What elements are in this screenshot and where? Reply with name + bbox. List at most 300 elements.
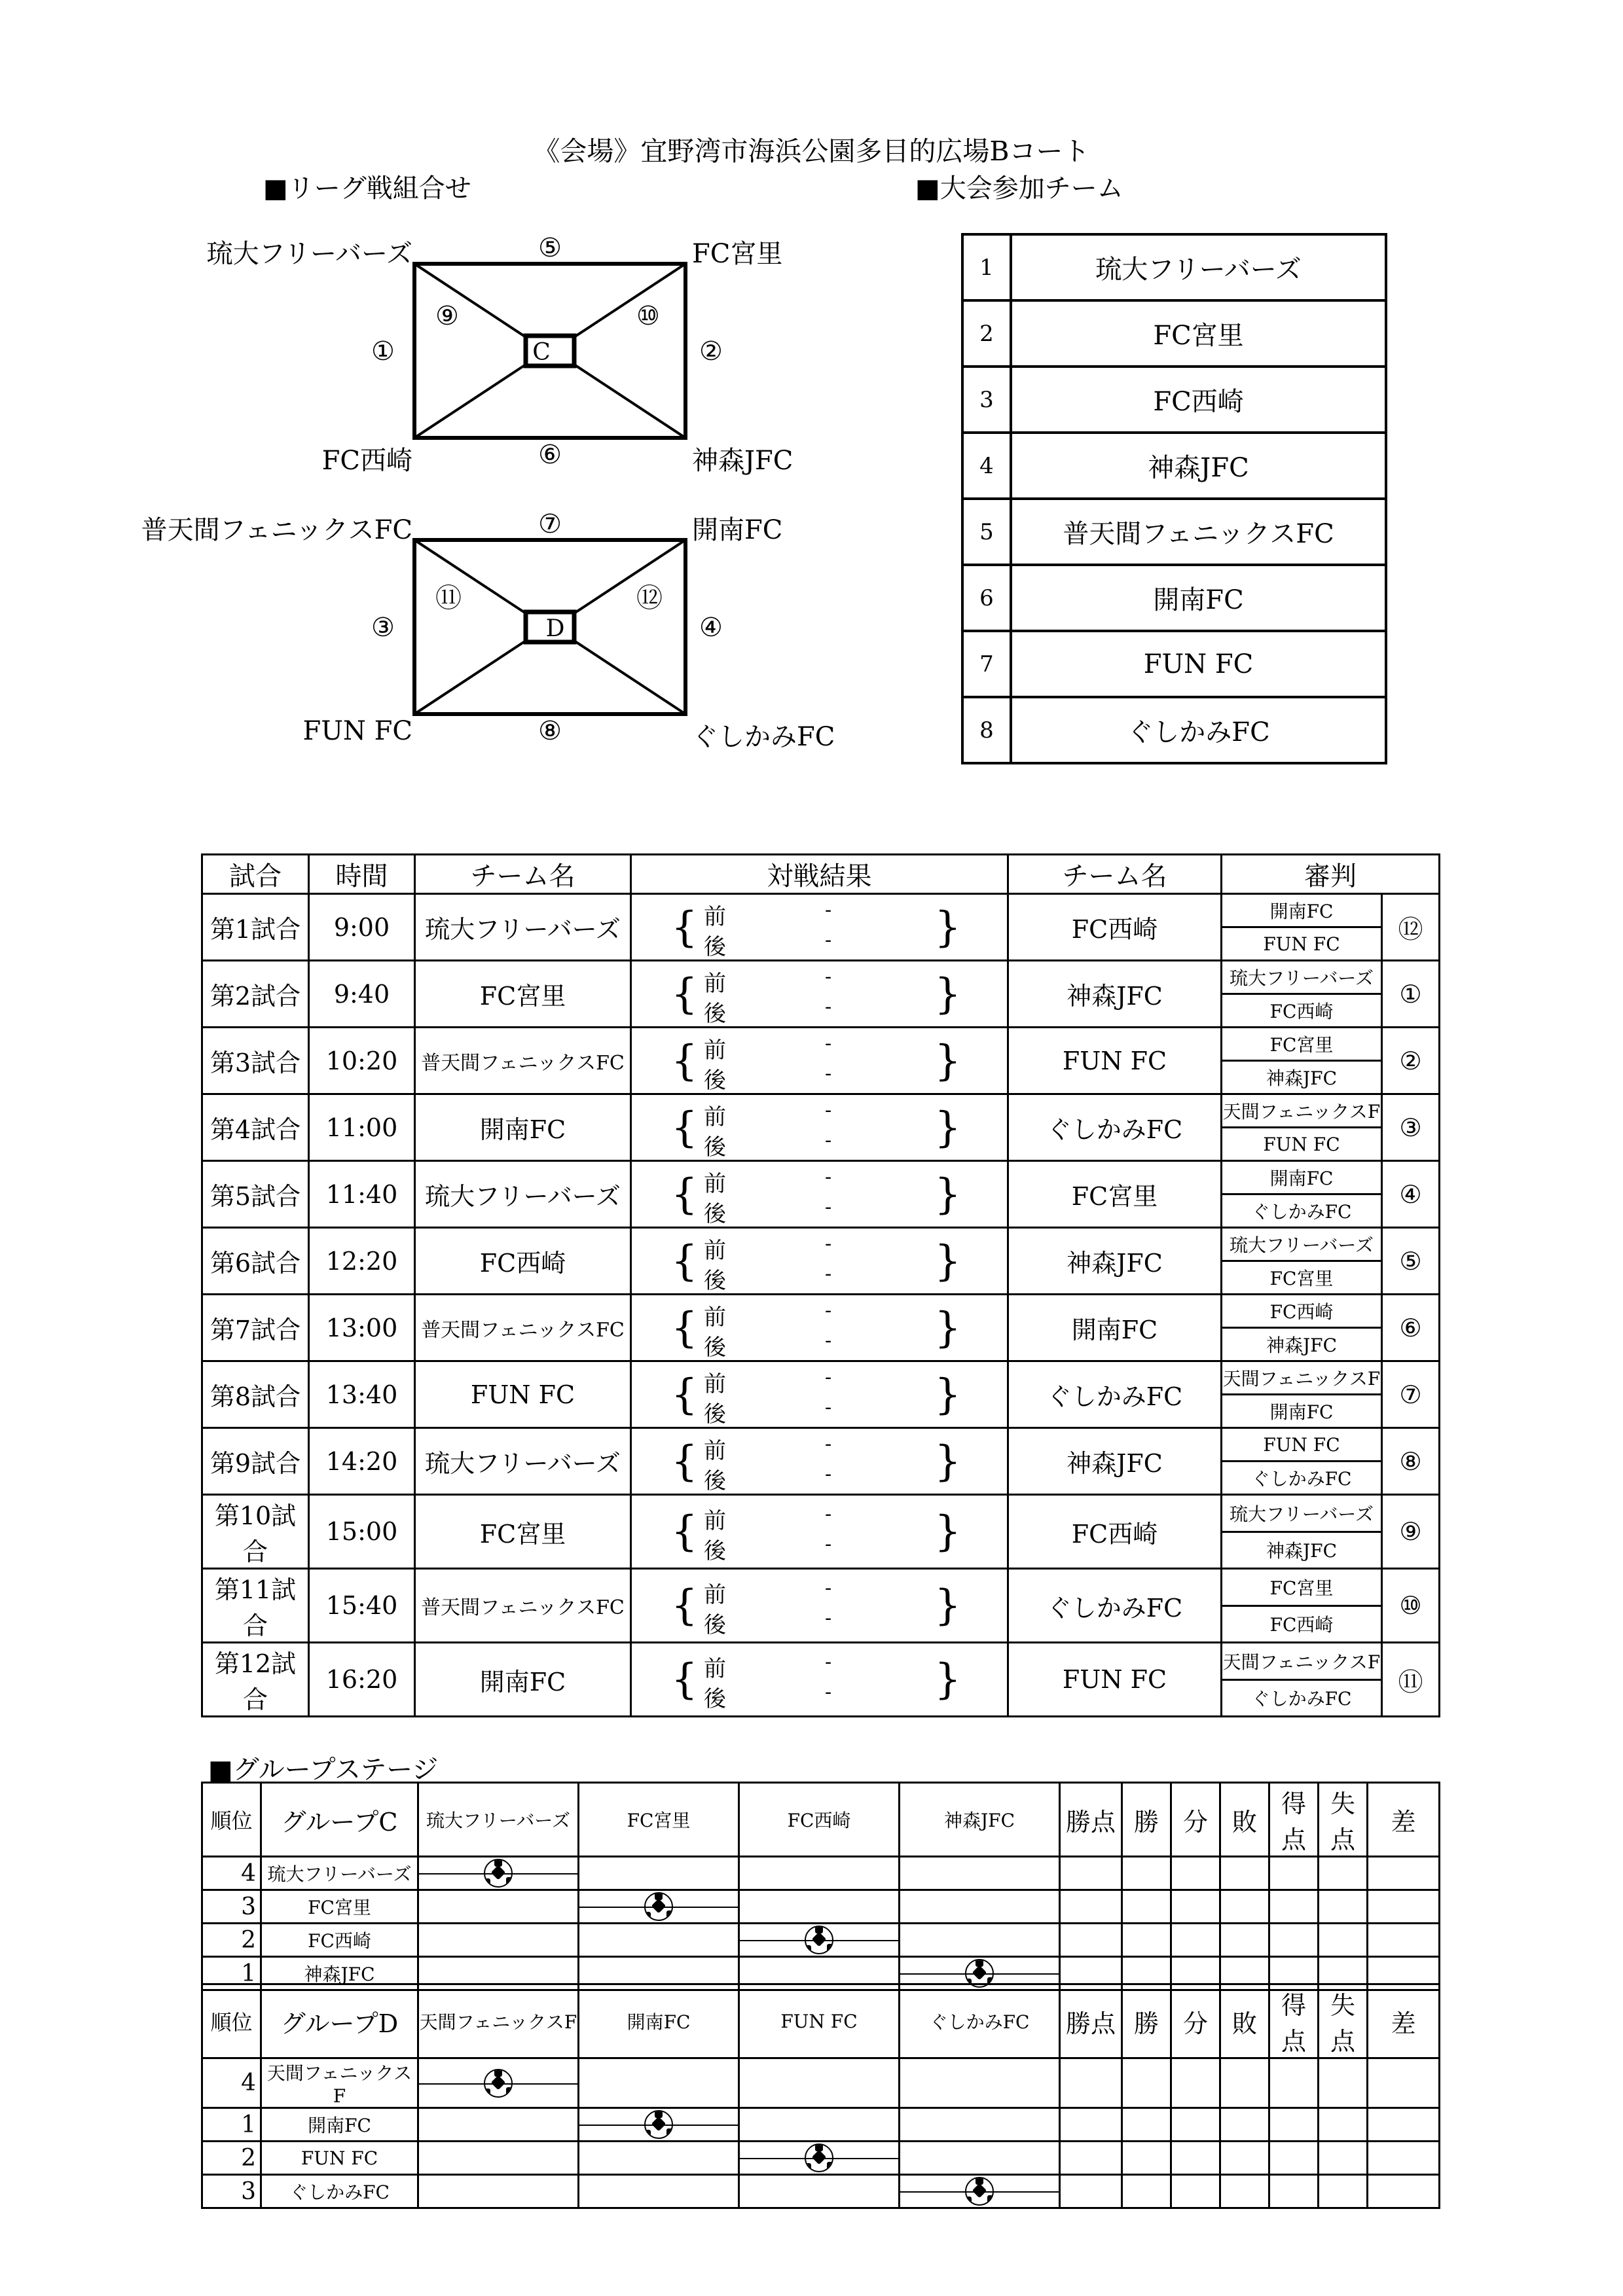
referee-2: ぐしかみFC — [1222, 1194, 1382, 1228]
left-brace: { — [671, 1437, 698, 1486]
referee-number: ⑨ — [1382, 1495, 1440, 1569]
header-referee: 審判 — [1222, 855, 1440, 894]
group-c-title: グループC — [261, 1783, 418, 1857]
referee-number: ① — [1382, 961, 1440, 1028]
group-d-result-cell — [579, 2108, 739, 2142]
result-box — [632, 1030, 1007, 1092]
result-box — [632, 1163, 1007, 1226]
home-team: 開南FC — [415, 1094, 631, 1161]
referee-2: 神森JFC — [1222, 1532, 1382, 1569]
match-time: 11:40 — [309, 1161, 415, 1228]
group-d-stat-cell — [1171, 2175, 1220, 2208]
match-label: 第8試合 — [202, 1361, 309, 1428]
group-c-rank: 4 — [202, 1857, 261, 1890]
second-half-score: - — [825, 1195, 832, 1219]
referee-2: FC西崎 — [1222, 1605, 1382, 1643]
diagram-d-center-label: D — [545, 615, 565, 642]
referee-1: 琉大フリーバーズ — [1222, 1495, 1382, 1532]
group-d-stat-header: 勝 — [1122, 1984, 1171, 2058]
home-team: 開南FC — [415, 1643, 631, 1717]
away-team: FC西崎 — [1008, 894, 1222, 961]
right-brace: } — [934, 969, 961, 1018]
left-brace: { — [671, 903, 698, 952]
match-row — [202, 1495, 1440, 1532]
second-half-score: - — [825, 1607, 832, 1630]
match-schedule-table — [201, 853, 1440, 1717]
soccer-ball-icon — [965, 1959, 994, 1988]
team-row — [962, 433, 1386, 499]
right-brace: } — [934, 1655, 961, 1704]
group-c-stat-cell — [1171, 1890, 1220, 1924]
result-box — [632, 896, 1007, 959]
left-brace: { — [671, 1236, 698, 1285]
group-c-result-cell — [579, 1857, 739, 1890]
group-d-stat-header: 分 — [1171, 1984, 1220, 2058]
away-team: 神森JFC — [1008, 1428, 1222, 1495]
away-team: FC宮里 — [1008, 1161, 1222, 1228]
left-brace: { — [671, 1170, 698, 1219]
match-time: 13:00 — [309, 1295, 415, 1361]
left-brace: { — [671, 1303, 698, 1352]
match-time: 11:00 — [309, 1094, 415, 1161]
home-team: FUN FC — [415, 1361, 631, 1428]
group-c-stat-cell — [1060, 1857, 1122, 1890]
match-result — [631, 1161, 1008, 1228]
group-d-stat-cell — [1122, 2108, 1171, 2142]
group-c-result-cell — [739, 1924, 900, 1957]
result-box — [632, 963, 1007, 1026]
team-row — [962, 300, 1386, 367]
referee-number: ⑩ — [1382, 1569, 1440, 1643]
group-d-stat-cell — [1171, 2108, 1220, 2142]
second-half-score: - — [825, 1462, 832, 1486]
group-c-stat-header: 勝点 — [1060, 1783, 1122, 1857]
referee-number: ⑤ — [1382, 1228, 1440, 1295]
referee-1: 開南FC — [1222, 894, 1382, 927]
group-d-stat-cell — [1368, 2175, 1440, 2208]
first-half-label: 前 — [704, 1304, 726, 1331]
referee-1: 琉大フリーバーズ — [1222, 1228, 1382, 1261]
referee-1: 天間フェニックスF — [1222, 1361, 1382, 1395]
team-row — [962, 697, 1386, 763]
group-d-team: FUN FC — [261, 2142, 418, 2175]
team-number: 6 — [962, 565, 1011, 631]
home-team: FC宮里 — [415, 1495, 631, 1569]
match-time: 14:20 — [309, 1428, 415, 1495]
match-row — [202, 894, 1440, 927]
match-result — [631, 1643, 1008, 1717]
group-d-row — [202, 2108, 1440, 2142]
diagram-c-bottom-right-team: 神森JFC — [692, 446, 793, 476]
group-d-stat-cell — [1368, 2108, 1440, 2142]
group-d-stat-cell — [1171, 2058, 1220, 2108]
away-team: FUN FC — [1008, 1643, 1222, 1717]
right-brace: } — [934, 1437, 961, 1486]
first-half-label: 前 — [704, 970, 726, 997]
team-name: FUN FC — [1011, 631, 1386, 697]
team-row — [962, 367, 1386, 433]
group-d-stat-cell — [1319, 2108, 1368, 2142]
match-result — [631, 1228, 1008, 1295]
first-half-score: - — [825, 1165, 832, 1189]
right-brace: } — [934, 903, 961, 952]
match-result — [631, 1028, 1008, 1094]
group-d-stat-cell — [1060, 2175, 1122, 2208]
match-result — [631, 961, 1008, 1028]
soccer-ball-icon — [965, 2177, 994, 2206]
away-team: FC西崎 — [1008, 1495, 1222, 1569]
referee-1: 天間フェニックスF — [1222, 1094, 1382, 1128]
first-half-label: 前 — [704, 1656, 726, 1682]
result-box — [632, 1574, 1007, 1637]
result-box — [632, 1297, 1007, 1359]
referee-number: ⑦ — [1382, 1361, 1440, 1428]
group-d-stat-cell — [1319, 2058, 1368, 2108]
second-half-score: - — [825, 928, 832, 952]
result-box — [632, 1500, 1007, 1563]
match-result — [631, 1495, 1008, 1569]
group-c-stat-cell — [1319, 1890, 1368, 1924]
group-c-result-cell — [418, 1890, 579, 1924]
match-result — [631, 1569, 1008, 1643]
match-row — [202, 1161, 1440, 1194]
diagram-c-top-number: ⑤ — [538, 233, 562, 263]
result-box — [632, 1096, 1007, 1159]
group-c-team: FC宮里 — [261, 1890, 418, 1924]
group-c-rank: 1 — [202, 1957, 261, 1990]
referee-2: FUN FC — [1222, 1128, 1382, 1161]
referee-2: FC宮里 — [1222, 1261, 1382, 1295]
participating-teams-table — [961, 233, 1387, 764]
second-half-label: 後 — [704, 1467, 726, 1494]
group-d-stat-header: 差 — [1368, 1984, 1440, 2058]
match-label: 第5試合 — [202, 1161, 309, 1228]
home-team: 普天間フェニックスFC — [415, 1569, 631, 1643]
group-c-stat-cell — [1220, 1924, 1269, 1957]
group-c-stat-header: 得点 — [1269, 1783, 1319, 1857]
soccer-ball-icon — [805, 1926, 833, 1954]
second-half-label: 後 — [704, 1538, 726, 1564]
group-d-stat-cell — [1060, 2058, 1122, 2108]
referee-number: ④ — [1382, 1161, 1440, 1228]
group-c-stat-cell — [1122, 1924, 1171, 1957]
group-c-rank: 3 — [202, 1890, 261, 1924]
group-c-column-team: FC西崎 — [739, 1783, 900, 1857]
match-row — [202, 1361, 1440, 1395]
right-brace: } — [934, 1236, 961, 1285]
right-brace: } — [934, 1036, 961, 1085]
first-half-score: - — [825, 1577, 832, 1600]
first-half-score: - — [825, 1299, 832, 1322]
group-d-stat-cell — [1269, 2058, 1319, 2108]
group-d-rank: 1 — [202, 2108, 261, 2142]
header-away-team: チーム名 — [1008, 855, 1222, 894]
diagram-c-bottom-number: ⑥ — [538, 440, 562, 470]
match-label: 第9試合 — [202, 1428, 309, 1495]
soccer-ball-icon — [484, 1859, 513, 1888]
team-name: 琉大フリーバーズ — [1011, 234, 1386, 300]
right-brace: } — [934, 1507, 961, 1556]
group-d-result-cell — [900, 2108, 1060, 2142]
group-d-stat-cell — [1171, 2142, 1220, 2175]
match-label: 第11試合 — [202, 1569, 309, 1643]
left-brace: { — [671, 1655, 698, 1704]
referee-2: 神森JFC — [1222, 1061, 1382, 1094]
team-name: 神森JFC — [1011, 433, 1386, 499]
group-c-result-cell — [418, 1857, 579, 1890]
group-c-rank: 2 — [202, 1924, 261, 1957]
header-time: 時間 — [309, 855, 415, 894]
away-team: FUN FC — [1008, 1028, 1222, 1094]
group-c-stat-cell — [1269, 1857, 1319, 1890]
match-label: 第1試合 — [202, 894, 309, 961]
home-team: 普天間フェニックスFC — [415, 1028, 631, 1094]
team-number: 5 — [962, 499, 1011, 565]
home-team: FC西崎 — [415, 1228, 631, 1295]
group-c-result-cell — [900, 1890, 1060, 1924]
referee-number: ⑪ — [1382, 1643, 1440, 1717]
result-box — [632, 1363, 1007, 1426]
group-d-row — [202, 2142, 1440, 2175]
match-label: 第4試合 — [202, 1094, 309, 1161]
right-brace: } — [934, 1170, 961, 1219]
group-c-result-cell — [900, 1924, 1060, 1957]
first-half-score: - — [825, 1503, 832, 1526]
first-half-score: - — [825, 1432, 832, 1456]
group-d-stat-cell — [1122, 2058, 1171, 2108]
group-d-stat-header: 失点 — [1319, 1984, 1368, 2058]
match-label: 第6試合 — [202, 1228, 309, 1295]
group-c-stat-cell — [1269, 1890, 1319, 1924]
team-number: 3 — [962, 367, 1011, 433]
referee-2: 開南FC — [1222, 1395, 1382, 1428]
group-c-stat-header: 失点 — [1319, 1783, 1368, 1857]
group-c-stat-cell — [1269, 1924, 1319, 1957]
team-number: 2 — [962, 300, 1011, 367]
first-half-label: 前 — [704, 1371, 726, 1397]
group-d-stat-cell — [1319, 2142, 1368, 2175]
group-d-stat-cell — [1060, 2142, 1122, 2175]
result-box — [632, 1648, 1007, 1711]
second-half-label: 後 — [704, 1686, 726, 1712]
match-row — [202, 1428, 1440, 1462]
group-d-rank: 3 — [202, 2175, 261, 2208]
group-d-result-cell — [579, 2142, 739, 2175]
group-d-result-cell — [418, 2108, 579, 2142]
group-d-stat-cell — [1122, 2142, 1171, 2175]
schedule-header-row — [202, 855, 1440, 894]
group-c-stat-cell — [1060, 1924, 1122, 1957]
diagram-c-diag-left-number: ⑨ — [435, 301, 459, 331]
second-half-label: 後 — [704, 1000, 726, 1027]
first-half-score: - — [825, 1365, 832, 1389]
second-half-score: - — [825, 1062, 832, 1085]
group-c-stat-cell — [1220, 1890, 1269, 1924]
group-d-stat-header: 勝点 — [1060, 1984, 1122, 2058]
second-half-label: 後 — [704, 1401, 726, 1427]
match-result — [631, 1361, 1008, 1428]
group-c-column-team: FC宮里 — [579, 1783, 739, 1857]
soccer-ball-icon — [644, 1892, 673, 1921]
match-time: 16:20 — [309, 1643, 415, 1717]
diagram-c-right-number: ② — [699, 336, 723, 367]
teams-header: ■大会参加チーム — [915, 173, 1123, 204]
match-time: 12:20 — [309, 1228, 415, 1295]
match-time: 10:20 — [309, 1028, 415, 1094]
group-d-stat-header: 得点 — [1269, 1984, 1319, 2058]
group-d-result-cell — [900, 2175, 1060, 2208]
group-c-stat-header: 差 — [1368, 1783, 1440, 1857]
first-half-score: - — [825, 1232, 832, 1255]
diagram-d-diag-left-number: ⑪ — [435, 583, 462, 613]
group-d-stat-cell — [1368, 2058, 1440, 2108]
referee-1: FC宮里 — [1222, 1028, 1382, 1061]
home-team: 普天間フェニックスFC — [415, 1295, 631, 1361]
away-team: ぐしかみFC — [1008, 1094, 1222, 1161]
group-c-stat-header: 敗 — [1220, 1783, 1269, 1857]
second-half-label: 後 — [704, 1612, 726, 1638]
group-d-stat-cell — [1220, 2142, 1269, 2175]
second-half-label: 後 — [704, 1067, 726, 1094]
match-time: 13:40 — [309, 1361, 415, 1428]
team-number: 1 — [962, 234, 1011, 300]
group-c-result-cell — [739, 1857, 900, 1890]
home-team: FC宮里 — [415, 961, 631, 1028]
second-half-score: - — [825, 1681, 832, 1704]
group-d-rank-header: 順位 — [202, 1984, 261, 2058]
match-label: 第10試合 — [202, 1495, 309, 1569]
group-d-stat-cell — [1220, 2058, 1269, 2108]
first-half-label: 前 — [704, 1508, 726, 1534]
referee-2: ぐしかみFC — [1222, 1679, 1382, 1717]
group-c-stat-cell — [1171, 1857, 1220, 1890]
group-d-row — [202, 2175, 1440, 2208]
group-d-stat-header: 敗 — [1220, 1984, 1269, 2058]
group-c-stat-cell — [1368, 1857, 1440, 1890]
second-half-score: - — [825, 1262, 832, 1285]
group-d-column-team: 開南FC — [579, 1984, 739, 2058]
referee-number: ⑫ — [1382, 894, 1440, 961]
group-c-header-row — [202, 1783, 1440, 1857]
group-c-column-team: 琉大フリーバーズ — [418, 1783, 579, 1857]
group-d-result-cell — [579, 2058, 739, 2108]
home-team: 琉大フリーバーズ — [415, 1428, 631, 1495]
group-c-stat-cell — [1368, 1924, 1440, 1957]
group-d-stat-cell — [1220, 2108, 1269, 2142]
group-d-table — [201, 1983, 1440, 2209]
right-brace: } — [934, 1103, 961, 1152]
left-brace: { — [671, 1370, 698, 1419]
group-d-result-cell — [900, 2058, 1060, 2108]
group-d-result-cell — [900, 2142, 1060, 2175]
second-half-score: - — [825, 1533, 832, 1556]
team-row — [962, 631, 1386, 697]
team-name: ぐしかみFC — [1011, 697, 1386, 763]
referee-2: ぐしかみFC — [1222, 1462, 1382, 1495]
match-label: 第3試合 — [202, 1028, 309, 1094]
group-c-result-cell — [418, 1924, 579, 1957]
header-match: 試合 — [202, 855, 309, 894]
referee-1: 開南FC — [1222, 1161, 1382, 1194]
match-result — [631, 1094, 1008, 1161]
referee-2: 神森JFC — [1222, 1328, 1382, 1361]
match-row — [202, 1295, 1440, 1328]
first-half-label: 前 — [704, 1170, 726, 1197]
team-row — [962, 565, 1386, 631]
group-c-table — [201, 1782, 1440, 1991]
group-c-result-cell — [900, 1857, 1060, 1890]
soccer-ball-icon — [644, 2110, 673, 2139]
group-c-stat-cell — [1319, 1924, 1368, 1957]
diagram-d-bottom-right-team: ぐしかみFC — [692, 722, 835, 752]
diagram-c-center-label: C — [532, 339, 551, 366]
match-time: 9:40 — [309, 961, 415, 1028]
header-home-team: チーム名 — [415, 855, 631, 894]
group-c-result-cell — [579, 1890, 739, 1924]
match-result — [631, 894, 1008, 961]
match-label: 第7試合 — [202, 1295, 309, 1361]
group-d-team: ぐしかみFC — [261, 2175, 418, 2208]
header-result: 対戦結果 — [631, 855, 1008, 894]
soccer-ball-icon — [484, 2069, 513, 2098]
diagram-c-top-right-team: FC宮里 — [692, 239, 783, 269]
second-half-label: 後 — [704, 1134, 726, 1160]
group-d-column-team: ぐしかみFC — [900, 1984, 1060, 2058]
group-d-stat-cell — [1319, 2175, 1368, 2208]
group-c-stat-cell — [1060, 1890, 1122, 1924]
group-d-column-team: FUN FC — [739, 1984, 900, 2058]
group-d-stat-cell — [1269, 2108, 1319, 2142]
group-c-row — [202, 1924, 1440, 1957]
referee-2: FC西崎 — [1222, 994, 1382, 1028]
group-c-stat-cell — [1122, 1890, 1171, 1924]
first-half-score: - — [825, 1098, 832, 1122]
match-row — [202, 1094, 1440, 1128]
group-c-row — [202, 1890, 1440, 1924]
left-brace: { — [671, 1581, 698, 1630]
second-half-label: 後 — [704, 1334, 726, 1361]
first-half-label: 前 — [704, 1103, 726, 1130]
first-half-label: 前 — [704, 1037, 726, 1064]
left-brace: { — [671, 1103, 698, 1152]
diagram-c-bottom-left-team: FC西崎 — [321, 446, 412, 476]
right-brace: } — [934, 1370, 961, 1419]
group-d-header-row — [202, 1984, 1440, 2058]
first-half-label: 前 — [704, 1437, 726, 1464]
group-d-stat-cell — [1368, 2142, 1440, 2175]
away-team: ぐしかみFC — [1008, 1569, 1222, 1643]
result-box — [632, 1230, 1007, 1293]
referee-number: ② — [1382, 1028, 1440, 1094]
match-row — [202, 1228, 1440, 1261]
left-brace: { — [671, 969, 698, 1018]
match-result — [631, 1428, 1008, 1495]
team-name: 開南FC — [1011, 565, 1386, 631]
group-c-row — [202, 1857, 1440, 1890]
second-half-score: - — [825, 1395, 832, 1419]
group-d-result-cell — [739, 2058, 900, 2108]
referee-1: 琉大フリーバーズ — [1222, 961, 1382, 994]
first-half-score: - — [825, 1651, 832, 1674]
match-time: 9:00 — [309, 894, 415, 961]
second-half-label: 後 — [704, 1267, 726, 1294]
match-row — [202, 961, 1440, 994]
group-d-rank: 2 — [202, 2142, 261, 2175]
match-result — [631, 1295, 1008, 1361]
away-team: 開南FC — [1008, 1295, 1222, 1361]
group-c-column-team: 神森JFC — [900, 1783, 1060, 1857]
match-time: 15:00 — [309, 1495, 415, 1569]
